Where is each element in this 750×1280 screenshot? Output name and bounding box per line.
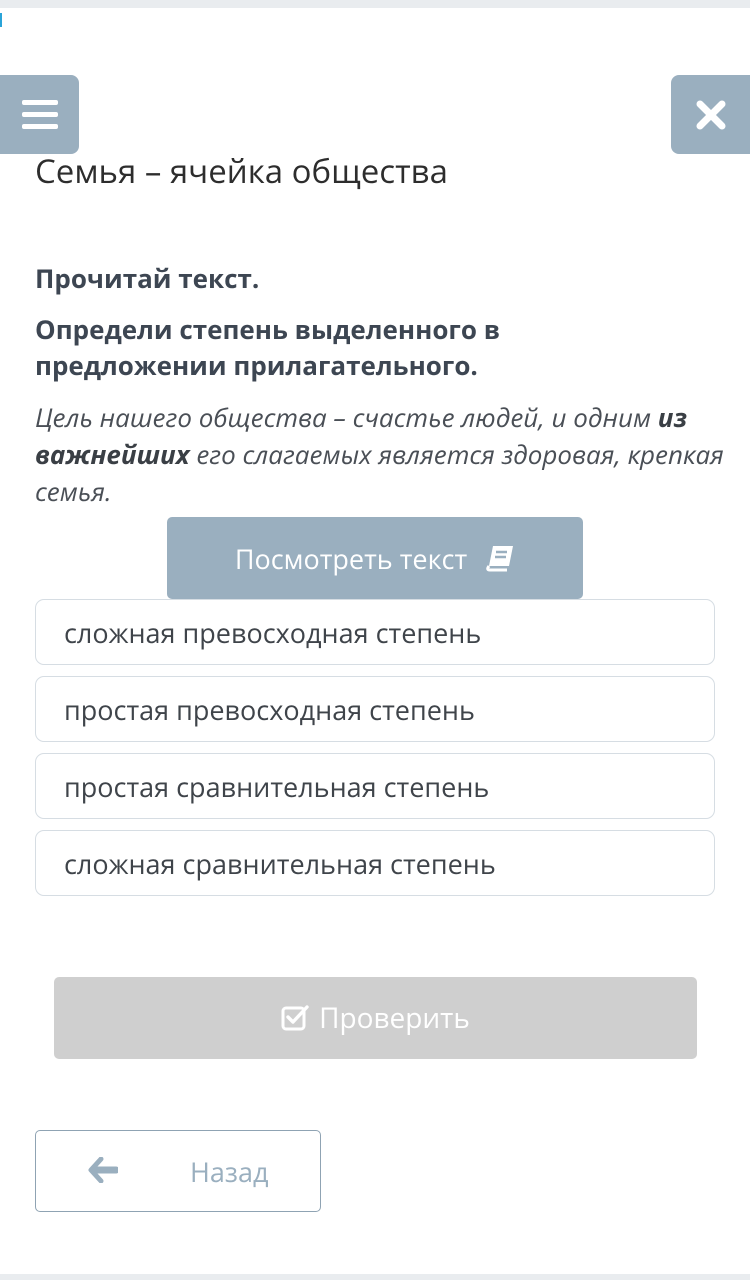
text-cursor bbox=[0, 13, 2, 27]
hamburger-menu-icon-bar bbox=[22, 124, 58, 129]
menu-button[interactable] bbox=[0, 75, 79, 154]
instruction-read: Прочитай текст. bbox=[35, 260, 260, 296]
page-title: Семья – ячейка общества bbox=[35, 148, 448, 193]
answer-option-label: простая превосходная степень bbox=[64, 690, 475, 728]
quote-highlight: из важнейших bbox=[35, 399, 688, 472]
task-page bbox=[0, 8, 750, 1274]
hamburger-menu-icon-bar bbox=[22, 112, 58, 117]
quote-after: его слагаемых является здоровая, крепкая семья. bbox=[35, 436, 724, 509]
check-button[interactable] bbox=[54, 977, 697, 1059]
book-icon bbox=[485, 544, 515, 572]
quote-text bbox=[35, 399, 725, 510]
view-text-label: Посмотреть текст bbox=[234, 539, 468, 577]
answer-option-label: простая сравнительная степень bbox=[64, 767, 490, 805]
answer-option[interactable] bbox=[35, 676, 715, 742]
answer-option[interactable] bbox=[35, 599, 715, 665]
answer-option[interactable] bbox=[35, 830, 715, 896]
checkbox-icon bbox=[281, 1004, 309, 1032]
arrow-left-icon bbox=[88, 1157, 118, 1183]
hamburger-menu-icon bbox=[22, 100, 58, 105]
close-icon bbox=[694, 98, 728, 132]
answer-option[interactable] bbox=[35, 753, 715, 819]
view-text-button[interactable] bbox=[167, 517, 583, 599]
answer-option-label: сложная превосходная степень bbox=[64, 613, 482, 651]
check-button-label: Проверить bbox=[319, 999, 470, 1037]
close-button[interactable] bbox=[671, 75, 750, 154]
instruction-task: Определи степень выделенного в предложении прилагательного. bbox=[35, 311, 501, 383]
quote-before: Цель нашего общества – счастье людей, и одним bbox=[35, 399, 658, 435]
answer-option-label: сложная сравнительная степень bbox=[64, 844, 496, 882]
back-button[interactable] bbox=[35, 1130, 321, 1212]
back-button-label: Назад bbox=[190, 1153, 269, 1190]
